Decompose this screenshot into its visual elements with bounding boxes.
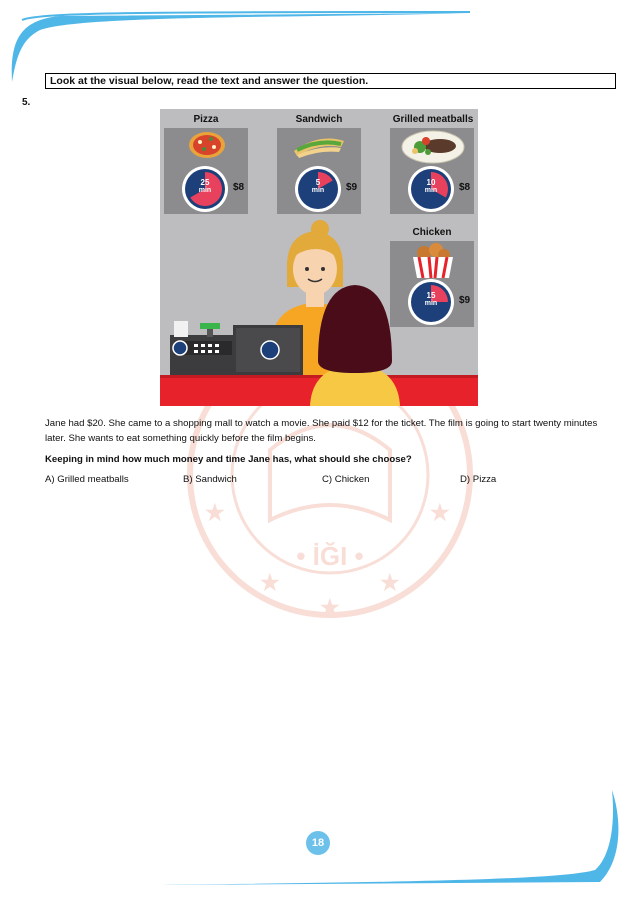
timer-value-grilled-meatballs: 10	[426, 178, 436, 187]
svg-text:★: ★	[205, 500, 225, 525]
timer-value-sandwich: 5	[315, 178, 321, 187]
counter-scene-drawing	[160, 109, 478, 406]
svg-text:★: ★	[320, 595, 340, 620]
menu-price-sandwich: $9	[346, 182, 358, 193]
menu-label-chicken: Chicken	[412, 227, 452, 238]
food-court-illustration	[160, 109, 478, 406]
option-a[interactable]: A) Grilled meatballs	[45, 474, 129, 485]
question-text: Keeping in mind how much money and time Jane has, what should she choose?	[45, 454, 412, 465]
timer-unit-chicken: min	[424, 300, 438, 307]
page-number-badge: 18	[306, 831, 330, 855]
menu-label-pizza: Pizza	[193, 114, 219, 125]
story-text: Jane had $20. She came to a shopping mall to watch a movie. She paid $12 for the ticket. The film is going to start twenty minutes later. She wants to eat something quickly before the film begins.	[45, 418, 598, 444]
question-number: 5.	[22, 97, 31, 108]
timer-unit-pizza: min	[198, 187, 212, 194]
option-b[interactable]: B) Sandwich	[183, 474, 237, 485]
svg-text:★: ★	[260, 570, 280, 595]
timer-value-chicken: 15	[426, 291, 436, 300]
svg-text:• İĞI •: • İĞI •	[296, 541, 364, 571]
menu-price-pizza: $8	[233, 182, 245, 193]
menu-price-chicken: $9	[459, 295, 471, 306]
menu-label-sandwich: Sandwich	[295, 114, 343, 125]
menu-label-grilled-meatballs: Grilled meatballs	[392, 114, 474, 125]
menu-price-grilled-meatballs: $8	[459, 182, 471, 193]
svg-text:★: ★	[430, 500, 450, 525]
option-c[interactable]: C) Chicken	[322, 474, 370, 485]
timer-unit-grilled-meatballs: min	[424, 187, 438, 194]
instruction-box: Look at the visual below, read the text and answer the question.	[45, 73, 616, 89]
timer-unit-sandwich: min	[311, 187, 325, 194]
svg-text:★: ★	[380, 570, 400, 595]
option-d[interactable]: D) Pizza	[460, 474, 497, 485]
timer-value-pizza: 25	[200, 178, 210, 187]
